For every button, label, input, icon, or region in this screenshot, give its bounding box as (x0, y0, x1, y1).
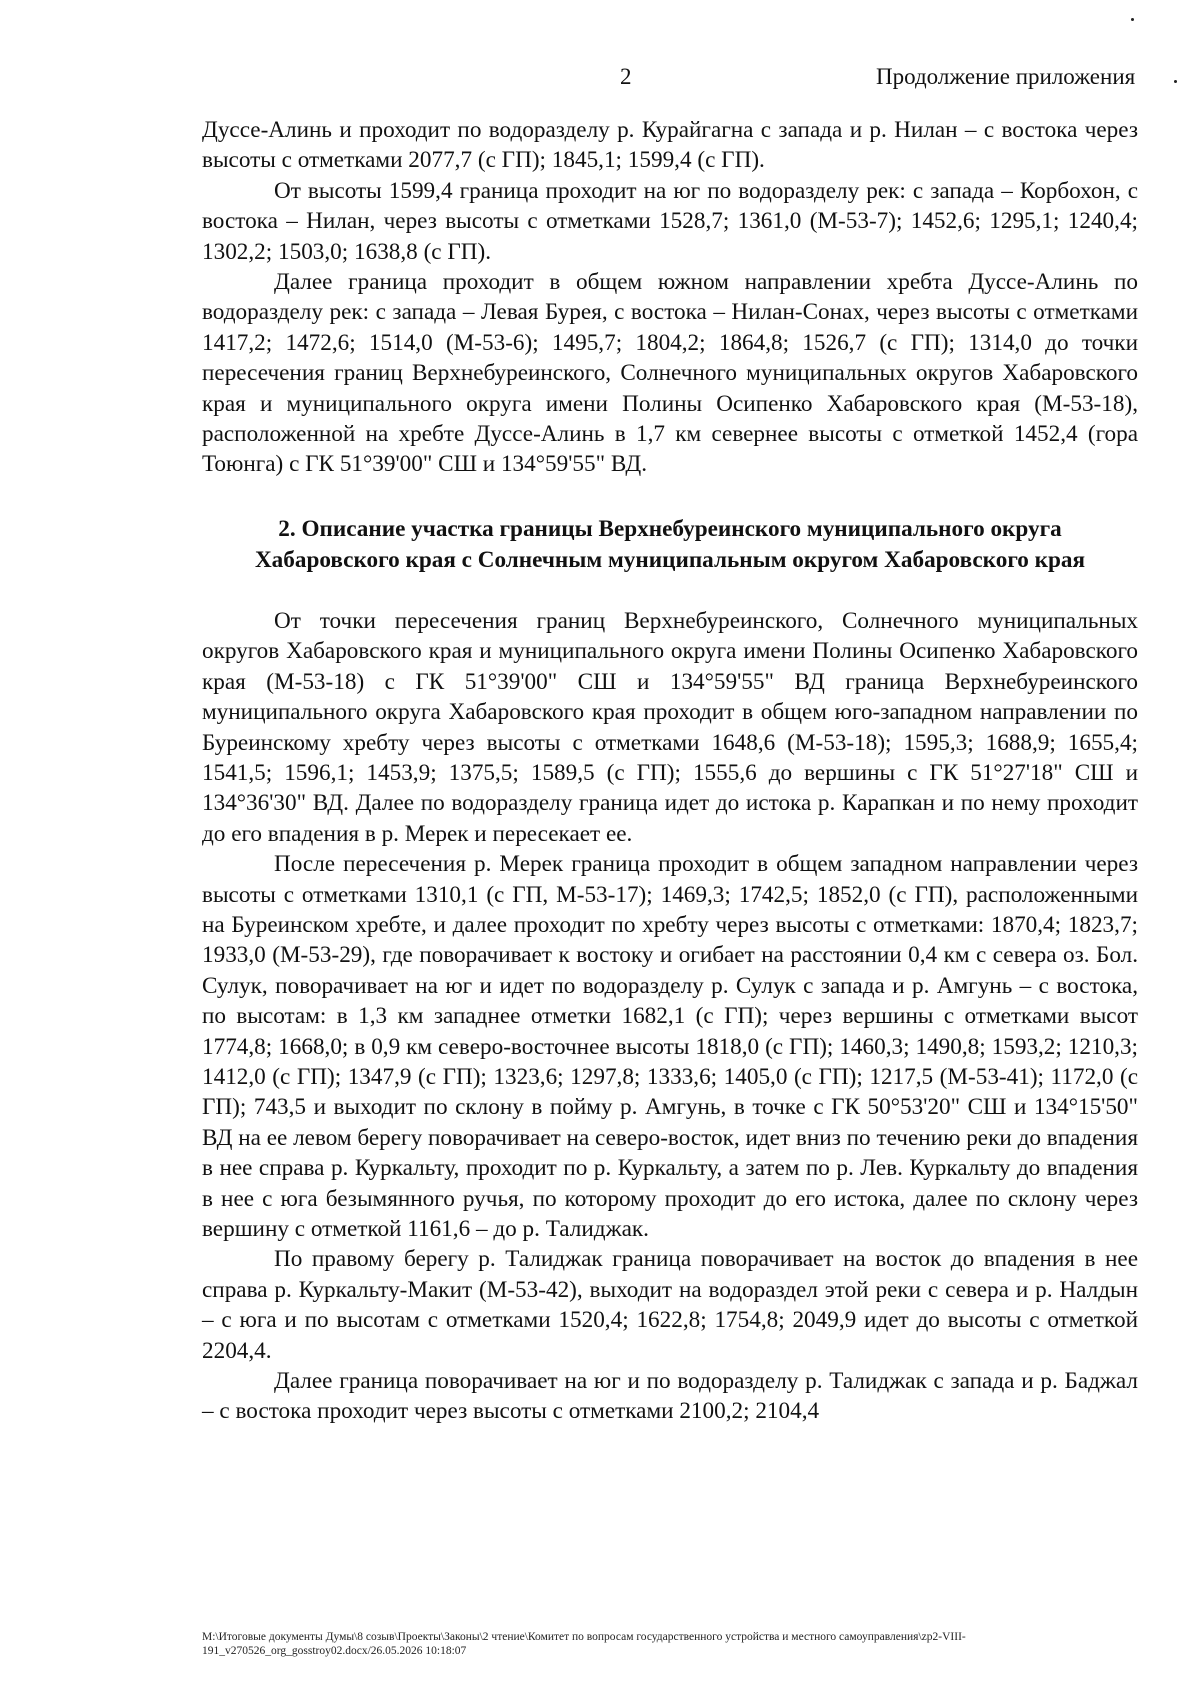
paragraph: Дуссе-Алинь и проходит по водоразделу р. Курайгагна с запада и р. Нилан – с востока через высоты с отметками 2077,7 (с ГП); 1845,1; 1599,4 (с ГП). (202, 117, 1138, 174)
page-number: 2 (620, 64, 632, 89)
paragraph: От точки пересечения границ Верхнебуреинского, Солнечного муниципальных округов Хабаровского края и муниципального округа имени Полины Осипенко Хабаровского края (М-53-18) с ГК 51°39'00" СШ и 134°59'55" ВД граница Верхнебуреинского муниципального округа Хабаровского края проходит в общем юго-западном направлении по Буреинскому хребту через высоты с отметками 1648,6 (М-53-18); 1595,3; 1688,9; 1655,4; 1541,5; 1596,1; 1453,9; 1375,5; 1589,5 (с ГП); 1555,6 до вершины с ГК 51°27'18" СШ и 134°36'30" ВД. Далее по водоразделу граница идет до истока р. Карапкан и по нему проходит до его впадения в р. Мерек и пересекает ее. (202, 607, 1138, 847)
section-heading: 2. Описание участка границы Верхнебуреинского муниципального округа Хабаровского края с Солнечным муниципальным округом Хабаровского края (254, 515, 1086, 573)
paragraph: От высоты 1599,4 граница проходит на юг по водоразделу рек: с запада – Корбохон, с востока – Нилан, через высоты с отметками 1528,7; 1361,0 (М-53-7); 1452,6; 1295,1; 1240,4; 1302,2; 1503,0; 1638,8 (с ГП). (202, 177, 1138, 265)
paragraph: Далее граница проходит в общем южном направлении хребта Дуссе-Алинь по водоразделу рек: с запада – Левая Бурея, с востока – Нилан-Сонах, через высоты с отметками 1417,2; 1472,6; 1514,0 (М-53-6); 1495,7; 1804,2; 1864,8; 1526,7 (с ГП); 1314,0 до точки пересечения границ Верхнебуреинского, Солнечного муниципальных округов Хабаровского края и муниципального округа имени Полины Осипенко Хабаровского края (М-53-18), расположенной на хребте Дуссе-Алинь в 1,7 км севернее высоты с отметкой 1452,4 (гора Тоюнга) с ГК 51°39'00" СШ и 134°59'55" ВД. (202, 269, 1138, 478)
continuation-label: Продолжение приложения (876, 64, 1136, 89)
file-path-footer: M:\Итоговые документы Думы\8 созыв\Проекты\Законы\2 чтение\Комитет по вопросам государственного устройства и местного самоуправления\zp2-VIII-191_v270526_org_gosstroy02.docx/26.05.2026 10:18:07 (202, 1631, 966, 1657)
paragraph: После пересечения р. Мерек граница проходит в общем западном направлении через высоты с отметками 1310,1 (с ГП, М-53-17); 1469,3; 1742,5; 1852,0 (с ГП), расположенными на Буреинском хребте, и далее проходит по хребту через высоты с отметками: 1870,4; 1823,7; 1933,0 (М-53-29), где поворачивает к востоку и огибает на расстоянии 0,4 км с севера оз. Бол. Сулук, поворачивает на юг и идет по водоразделу р. Сулук с запада и р. Амгунь – с востока, по высотам: в 1,3 км западнее отметки 1682,1 (с ГП); через вершины с отметками высот 1774,8; 1668,0; в 0,9 км северо-восточнее высоты 1818,0 (с ГП); 1460,3; 1490,8; 1593,2; 1210,3; 1412,0 (с ГП); 1347,9 (с ГП); 1323,6; 1297,8; 1333,6; 1405,0 (с ГП); 1217,5 (М-53-41); 1172,0 (с ГП); 743,5 и выходит по склону в пойму р. Амгунь, в точке с ГК 50°53'20" СШ и 134°15'50" ВД на ее левом берегу поворачивает на северо-восток, идет вниз по течению реки до впадения в нее справа р. Куркальту, проходит по р. Куркальту, а затем по р. Лев. Куркальту до впадения в нее с юга безымянного ручья, по которому проходит до его истока, далее по склону через вершину с отметкой 1161,6 – до р. Талиджак. (202, 851, 1138, 1242)
paragraph: По правому берегу р. Талиджак граница поворачивает на восток до впадения в нее справа р. Куркальту-Макит (М-53-42), выходит на водораздел этой реки с севера и р. Налдын – с юга и по высотам с отметками 1520,4; 1622,8; 1754,8; 2049,9 идет до высоты с отметкой 2204,4. (202, 1246, 1138, 1364)
paragraph: Далее граница поворачивает на юг и по водоразделу р. Талиджак с запада и р. Баджал – с востока проходит через высоты с отметками 2100,2; 2104,4 (202, 1368, 1138, 1425)
document-body (202, 115, 1138, 1427)
scan-speck (1131, 18, 1134, 21)
scan-speck (1174, 80, 1177, 83)
